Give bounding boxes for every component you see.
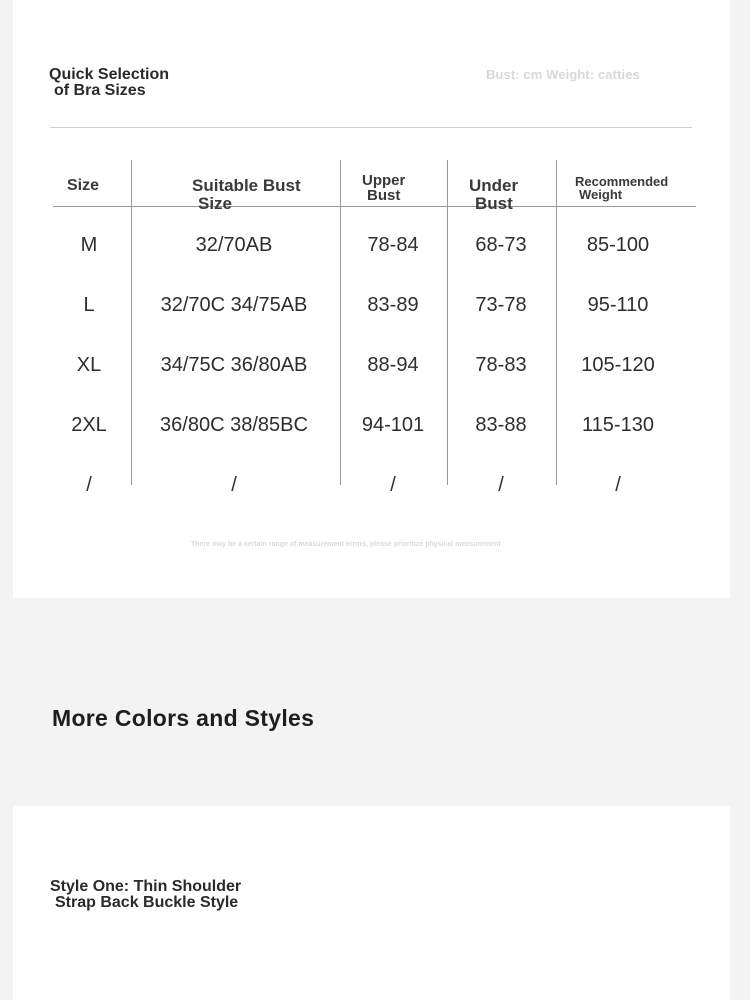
cell-suitable: 32/70C 34/75AB [160,294,308,316]
cell-upper: 83-89 [367,294,419,316]
size-chart-title [49,67,169,99]
cell-upper: 78-84 [367,234,419,256]
cell-under: / [498,474,504,496]
header-recommended-weight [575,175,668,201]
header-size: Size [67,177,100,194]
cell-under: 78-83 [475,354,527,376]
column-divider [131,160,132,485]
size-chart-title-line1: Quick Selection [49,66,170,83]
header-weight-line1: Recommended [575,174,669,189]
cell-size: / [86,474,92,496]
header-upper-line2: Bust [367,187,401,204]
header-weight-line2: Weight [579,187,623,202]
cell-under: 83-88 [475,414,527,436]
cell-upper: / [390,474,396,496]
cell-upper: 88-94 [367,354,419,376]
cell-weight: 85-100 [586,234,650,256]
header-upper-line1: Upper [362,172,406,189]
cell-suitable: 32/70AB [195,234,273,256]
cell-upper: 94-101 [361,414,425,436]
size-chart-title-line2: of Bra Sizes [54,82,146,99]
column-divider [340,160,341,485]
column-divider [556,160,557,485]
cell-under: 73-78 [475,294,527,316]
header-under-line2: Bust [475,194,513,213]
more-colors-title: More Colors and Styles [52,705,315,731]
cell-size: XL [76,354,102,376]
style-one-title-line2: Strap Back Buckle Style [55,894,239,911]
header-upper-bust [362,173,405,203]
cell-size: L [83,294,95,316]
header-under-line1: Under [469,176,519,195]
units-note: Bust: cm Weight: catties [486,67,640,82]
column-divider [447,160,448,485]
style-one-card [13,806,730,1000]
cell-size: 2XL [71,414,107,436]
cell-suitable: / [231,474,237,496]
cell-weight: 105-120 [581,354,655,376]
cell-suitable: 36/80C 38/85BC [160,414,308,436]
header-suitable-line2: Size [198,194,233,213]
title-divider [50,127,692,128]
style-one-title [50,879,241,911]
header-divider [53,206,696,207]
header-suitable-bust-size [192,177,301,213]
cell-size: M [80,234,98,256]
cell-weight: 95-110 [587,294,649,316]
header-under-bust [469,177,518,213]
cell-suitable: 34/75C 36/80AB [160,354,308,376]
cell-under: 68-73 [475,234,527,256]
size-chart-card [13,0,730,598]
header-suitable-line1: Suitable Bust [192,176,301,195]
measurement-footnote: There may be a certain range of measurement errors, please prioritize physical measurement [191,541,501,548]
cell-weight: 115-130 [582,414,654,436]
cell-weight: / [615,474,621,496]
style-one-title-line1: Style One: Thin Shoulder [50,878,242,895]
